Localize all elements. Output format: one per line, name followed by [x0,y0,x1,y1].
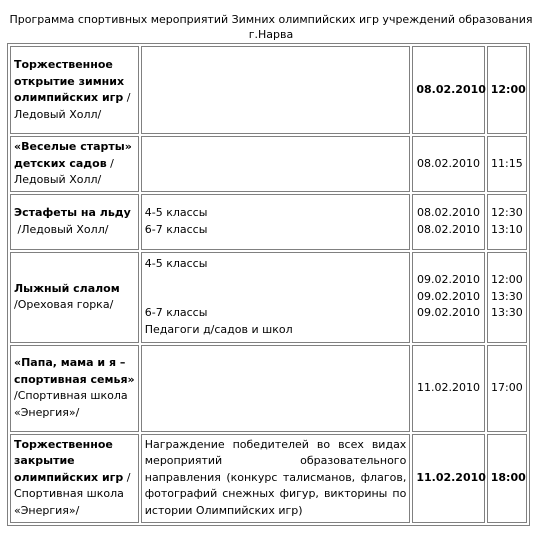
event-name: «Веселые старты» детских садов [14,140,132,170]
event-time: 12:00 [490,82,526,96]
date-cell [412,345,484,432]
detail-line: Педагоги д/садов и школ [144,322,293,336]
event-date: 09.02.2010 [417,306,481,320]
event-name: Торжественное закрытие олимпийских игр [14,437,124,484]
event-name: Эстафеты на льду [14,206,131,219]
event-time: 13:30 [491,289,523,303]
date-cell [412,136,484,192]
event-time: 12:00 [491,273,523,287]
caption-line-2: г.Нарва [248,28,294,41]
table-row [10,46,527,134]
event-place: /Ледовый Холл/ [17,222,109,236]
event-place: Ледовый Холл/ [14,107,102,121]
event-time: 13:10 [491,222,523,236]
date-cell [412,252,484,343]
caption-line-1: Программа спортивных мероприятий Зимних олимпийских игр учреждений образования [9,13,533,26]
event-cell: Торжественное открытие зимних олимпийских игр / Ледовый Холл/ [10,46,139,134]
event-date: 11.02.2010 [417,380,481,394]
event-place: /Ореховая горка/ [14,298,114,311]
time-cell [487,345,527,432]
event-name: Торжественное открытие зимних олимпийских игр [14,58,125,104]
detail-line: 4-5 классы [144,256,208,270]
detail-line: 4-5 классы [144,206,208,219]
table-row [10,434,527,523]
details-cell [141,434,411,523]
table-row [10,345,527,432]
event-cell: Торжественное закрытие олимпийских игр / Спортивная школа «Энергия»/ [10,434,139,523]
table-row [10,136,527,192]
details-cell [141,194,411,250]
program-table [7,43,530,526]
event-date: 09.02.2010 [417,273,481,287]
event-date: 08.02.2010 [417,156,481,170]
event-cell [10,252,139,343]
table-row [10,194,527,250]
event-time: 17:00 [491,380,523,394]
details-cell [141,46,411,134]
detail-gap [145,289,407,306]
time-cell [487,136,527,192]
details-cell [141,136,411,192]
event-name: Лыжный слалом [14,281,120,295]
event-time: 13:30 [491,306,523,320]
details-cell [141,345,411,432]
table-row [10,252,527,343]
event-date: 08.02.2010 [417,206,481,219]
date-cell [412,46,484,134]
event-place: Спортивная школа «Энергия»/ [14,487,124,517]
event-time: 12:30 [491,206,523,219]
event-date: 08.02.2010 [416,82,486,96]
event-place: /Спортивная школа «Энергия»/ [14,389,128,419]
details-cell [141,252,411,343]
event-date: 08.02.2010 [417,222,481,236]
date-cell [412,434,484,523]
event-cell: «Веселые старты» детских садов / Ледовый Холл/ [10,136,139,192]
event-place: Ледовый Холл/ [14,173,102,186]
detail-gap [145,272,407,289]
time-cell [487,252,527,343]
program-caption [0,12,542,42]
event-time: 18:00 [490,470,526,484]
time-cell [487,46,527,134]
time-cell [487,434,527,523]
event-cell [10,345,139,432]
detail-text: Награждение победителей во всех видах мероприятий образовательного направления (конкурс талисманов, флагов, фотографий снежных фигур, викторины по истории Олимпийских игр) [144,437,407,517]
date-cell [412,194,484,250]
event-cell [10,194,139,250]
time-cell [487,194,527,250]
event-date: 11.02.2010 [416,470,486,484]
detail-line: 6-7 классы [144,306,208,320]
event-time: 11:15 [491,156,523,170]
detail-line: 6-7 классы [144,222,208,236]
event-date: 09.02.2010 [417,289,481,303]
event-name: «Папа, мама и я – спортивная семья» [14,356,135,386]
